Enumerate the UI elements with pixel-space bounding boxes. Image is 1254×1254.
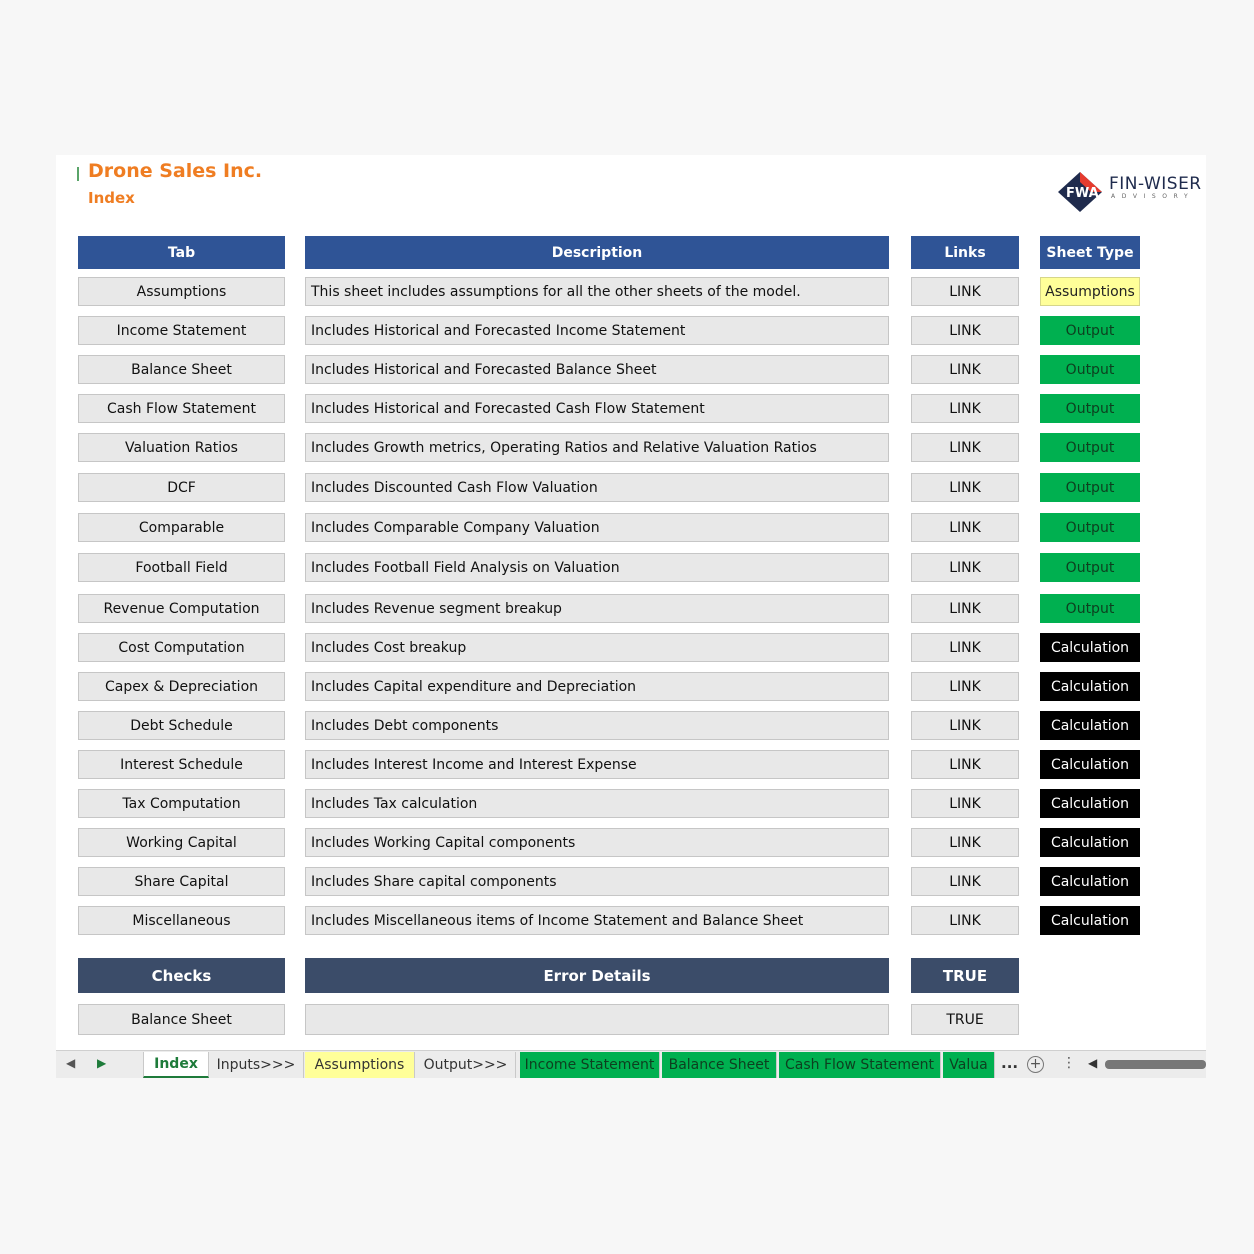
sheet-type-badge: Output [1040,433,1140,462]
tab-name-cell: Miscellaneous [78,906,285,935]
link-cell[interactable]: LINK [911,750,1019,779]
error-details-header: Error Details [305,958,889,993]
sheet-tab[interactable]: Balance Sheet [662,1052,777,1078]
link-cell[interactable]: LINK [911,394,1019,423]
sheet-type-badge: Assumptions [1040,277,1140,306]
tab-name-cell: Income Statement [78,316,285,345]
description-cell: Includes Growth metrics, Operating Ratios and Relative Valuation Ratios [305,433,889,462]
tab-name-cell: Working Capital [78,828,285,857]
description-cell: Includes Football Field Analysis on Valuation [305,553,889,582]
link-cell[interactable]: LINK [911,711,1019,740]
sheet-type-badge: Calculation [1040,750,1140,779]
add-sheet-icon[interactable]: + [1027,1056,1044,1073]
sheet-tab[interactable]: Valua [943,1052,995,1078]
link-cell[interactable]: LINK [911,867,1019,896]
description-cell: Includes Revenue segment breakup [305,594,889,623]
description-cell: Includes Working Capital components [305,828,889,857]
description-cell: Includes Discounted Cash Flow Valuation [305,473,889,502]
tab-name-cell: Tax Computation [78,789,285,818]
logo-text: FIN-WISER [1109,174,1202,194]
sheet-type-badge: Output [1040,553,1140,582]
sheet-tab[interactable]: Inputs>>> [209,1052,304,1078]
column-header-description: Description [305,236,889,269]
sheet-type-badge: Output [1040,355,1140,384]
horizontal-scrollbar[interactable] [1105,1060,1206,1069]
page-subtitle: Index [88,189,135,207]
link-cell[interactable]: LINK [911,277,1019,306]
sheet-type-badge: Output [1040,513,1140,542]
sheet-type-badge: Calculation [1040,906,1140,935]
description-cell: This sheet includes assumptions for all the other sheets of the model. [305,277,889,306]
tab-name-cell: Debt Schedule [78,711,285,740]
sheet-type-badge: Output [1040,394,1140,423]
tab-name-cell: Comparable [78,513,285,542]
tab-name-cell: Revenue Computation [78,594,285,623]
tab-name-cell: Assumptions [78,277,285,306]
link-cell[interactable]: LINK [911,906,1019,935]
sheet-tab[interactable]: Income Statement [520,1052,660,1078]
link-cell[interactable]: LINK [911,594,1019,623]
tab-scroll-prev-icon[interactable]: ◀ [66,1056,76,1070]
tab-scroll-next-icon[interactable]: ▶ [97,1056,107,1070]
sheet-tab[interactable]: Output>>> [416,1052,516,1078]
company-title: Drone Sales Inc. [88,160,263,182]
check-error-detail [305,1004,889,1035]
tab-name-cell: Capex & Depreciation [78,672,285,701]
sheet-type-badge: Calculation [1040,672,1140,701]
checks-header: Checks [78,958,285,993]
check-label: Balance Sheet [78,1004,285,1035]
description-cell: Includes Debt components [305,711,889,740]
description-cell: Includes Historical and Forecasted Cash Flow Statement [305,394,889,423]
more-tabs-icon[interactable]: ... [1001,1054,1019,1072]
description-cell: Includes Historical and Forecasted Income Statement [305,316,889,345]
sheet-type-badge: Calculation [1040,828,1140,857]
tab-name-cell: Cost Computation [78,633,285,662]
sheet-tab[interactable]: Cash Flow Statement [779,1052,941,1078]
sheet-type-badge: Output [1040,473,1140,502]
link-cell[interactable]: LINK [911,316,1019,345]
sheet-type-badge: Output [1040,594,1140,623]
column-header-tab: Tab [78,236,285,269]
column-header-links: Links [911,236,1019,269]
link-cell[interactable]: LINK [911,789,1019,818]
tab-name-cell: Balance Sheet [78,355,285,384]
link-cell[interactable]: LINK [911,513,1019,542]
column-header-sheet-type: Sheet Type [1040,236,1140,269]
description-cell: Includes Comparable Company Valuation [305,513,889,542]
link-cell[interactable]: LINK [911,828,1019,857]
sheet-tab[interactable]: Assumptions [305,1052,415,1078]
tab-name-cell: Share Capital [78,867,285,896]
description-cell: Includes Interest Income and Interest Expense [305,750,889,779]
sheet-type-badge: Calculation [1040,633,1140,662]
link-cell[interactable]: LINK [911,355,1019,384]
description-cell: Includes Share capital components [305,867,889,896]
sheet-type-badge: Calculation [1040,867,1140,896]
sheet-tab[interactable]: Index [143,1052,209,1078]
description-cell: Includes Historical and Forecasted Balance Sheet [305,355,889,384]
check-status: TRUE [911,1004,1019,1035]
link-cell[interactable]: LINK [911,473,1019,502]
link-cell[interactable]: LINK [911,672,1019,701]
description-cell: Includes Miscellaneous items of Income Statement and Balance Sheet [305,906,889,935]
description-cell: Includes Capital expenditure and Depreciation [305,672,889,701]
tab-name-cell: DCF [78,473,285,502]
tab-name-cell: Cash Flow Statement [78,394,285,423]
sheet-type-badge: Calculation [1040,711,1140,740]
sheet-type-badge: Calculation [1040,789,1140,818]
link-cell[interactable]: LINK [911,633,1019,662]
title-accent-bar [77,167,79,181]
description-cell: Includes Tax calculation [305,789,889,818]
scroll-left-icon[interactable]: ◀ [1088,1056,1098,1070]
tab-name-cell: Football Field [78,553,285,582]
link-cell[interactable]: LINK [911,433,1019,462]
link-cell[interactable]: LINK [911,553,1019,582]
tab-name-cell: Valuation Ratios [78,433,285,462]
sheet-type-badge: Output [1040,316,1140,345]
tab-name-cell: Interest Schedule [78,750,285,779]
logo-subtext: ADVISORY [1111,193,1195,200]
tab-menu-icon[interactable]: ⋮ [1062,1055,1076,1071]
description-cell: Includes Cost breakup [305,633,889,662]
logo-mark: FWA [1066,186,1099,201]
check-status-header: TRUE [911,958,1019,993]
